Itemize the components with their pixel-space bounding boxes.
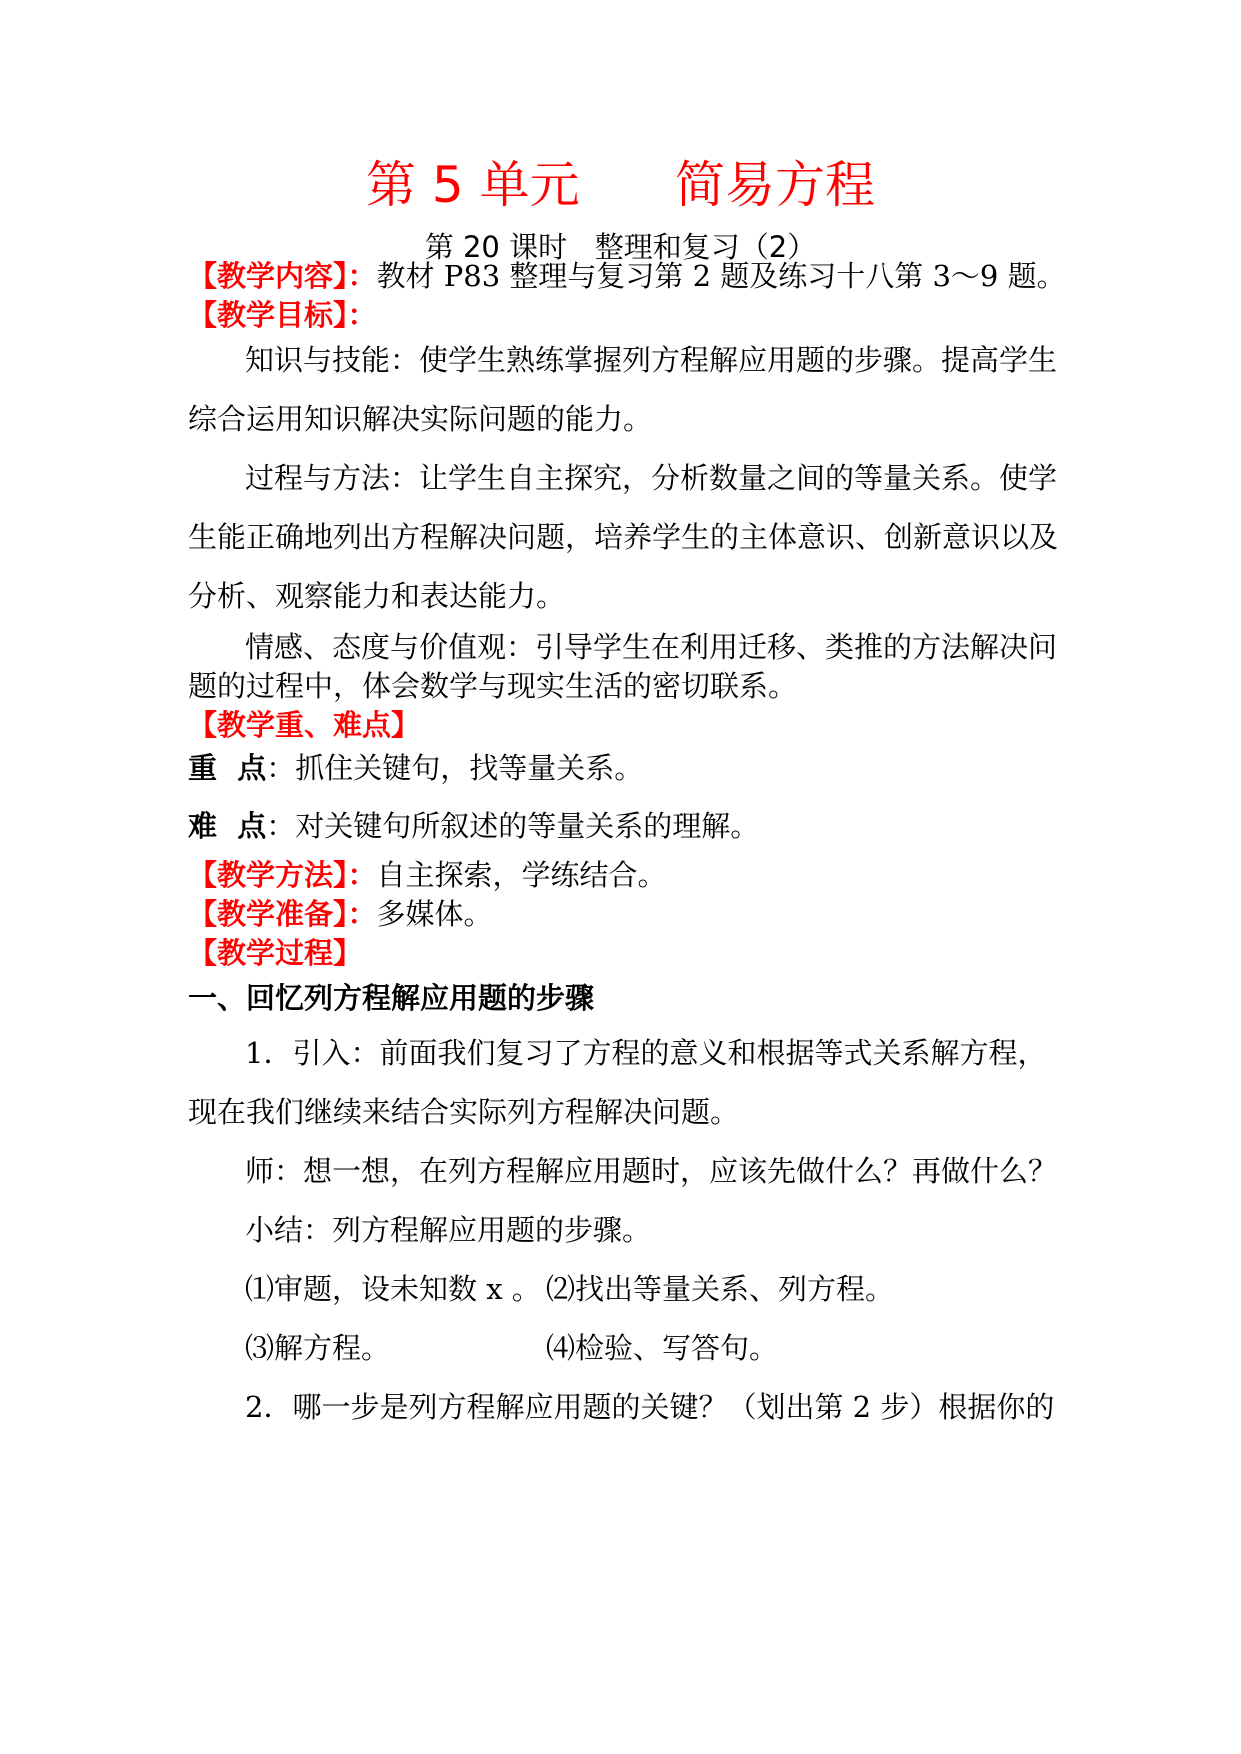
difficult-point-label: 难 点 bbox=[188, 809, 267, 843]
teaching-preparation-line bbox=[188, 896, 493, 932]
teaching-content-line bbox=[188, 258, 1066, 294]
intro-line-1: 1．引入：前面我们复习了方程的意义和根据等式关系解方程， bbox=[245, 1036, 1047, 1070]
summary-line: 小结：列方程解应用题的步骤。 bbox=[245, 1213, 652, 1247]
goal-emotion-line-2: 题的过程中，体会数学与现实生活的密切联系。 bbox=[188, 669, 798, 703]
difficult-point-line bbox=[188, 808, 759, 844]
key-point-text: ：抓住关键句，找等量关系。 bbox=[266, 751, 644, 785]
step-1: ⑴审题，设未知数 x 。 bbox=[245, 1272, 541, 1306]
teaching-content-label: 【教学内容】： bbox=[188, 259, 377, 293]
goal-emotion-line-1: 情感、态度与价值观：引导学生在利用迁移、类推的方法解决问 bbox=[245, 630, 1058, 664]
key-point-line bbox=[188, 750, 643, 786]
unit-title: 第 5 单元 简易方程 bbox=[366, 156, 875, 214]
intro-line-2: 现在我们继续来结合实际列方程解决问题。 bbox=[188, 1095, 740, 1129]
step-3: ⑶解方程。 bbox=[245, 1331, 391, 1365]
key-step-question: 2．哪一步是列方程解应用题的关键？（划出第 2 步）根据你的 bbox=[245, 1390, 1055, 1424]
goal-process-line-1: 过程与方法：让学生自主探究，分析数量之间的等量关系。使学 bbox=[245, 461, 1058, 495]
goal-process-line-3: 分析、观察能力和表达能力。 bbox=[188, 579, 566, 613]
section-one-heading: 一、回忆列方程解应用题的步骤 bbox=[188, 981, 595, 1015]
key-point-label: 重 点 bbox=[188, 751, 267, 785]
step-4: ⑷检验、写答句。 bbox=[546, 1331, 779, 1365]
teaching-method-line bbox=[188, 857, 667, 893]
teaching-procedure-label: 【教学过程】 bbox=[188, 936, 363, 970]
key-points-label: 【教学重、难点】 bbox=[188, 708, 421, 742]
step-2: ⑵找出等量关系、列方程。 bbox=[546, 1272, 895, 1306]
goal-process-line-2: 生能正确地列出方程解决问题，培养学生的主体意识、创新意识以及 bbox=[188, 520, 1059, 554]
goal-knowledge-line-1: 知识与技能：使学生熟练掌握列方程解应用题的步骤。提高学生 bbox=[245, 343, 1058, 377]
teaching-goals-label: 【教学目标】： bbox=[188, 298, 377, 332]
teaching-method-text: 自主探索，学练结合。 bbox=[376, 858, 667, 892]
teaching-preparation-label: 【教学准备】： bbox=[188, 897, 377, 931]
teaching-method-label: 【教学方法】： bbox=[188, 858, 377, 892]
teaching-preparation-text: 多媒体。 bbox=[376, 897, 493, 931]
goal-knowledge-line-2: 综合运用知识解决实际问题的能力。 bbox=[188, 402, 653, 436]
difficult-point-text: ：对关键句所叙述的等量关系的理解。 bbox=[266, 809, 760, 843]
teacher-question: 师：想一想，在列方程解应用题时，应该先做什么？再做什么？ bbox=[245, 1154, 1058, 1188]
teaching-content-text: 教材 P83 整理与复习第 2 题及练习十八第 3～9 题。 bbox=[376, 259, 1066, 293]
lesson-subtitle: 第 20 课时 整理和复习（2） bbox=[424, 230, 817, 264]
